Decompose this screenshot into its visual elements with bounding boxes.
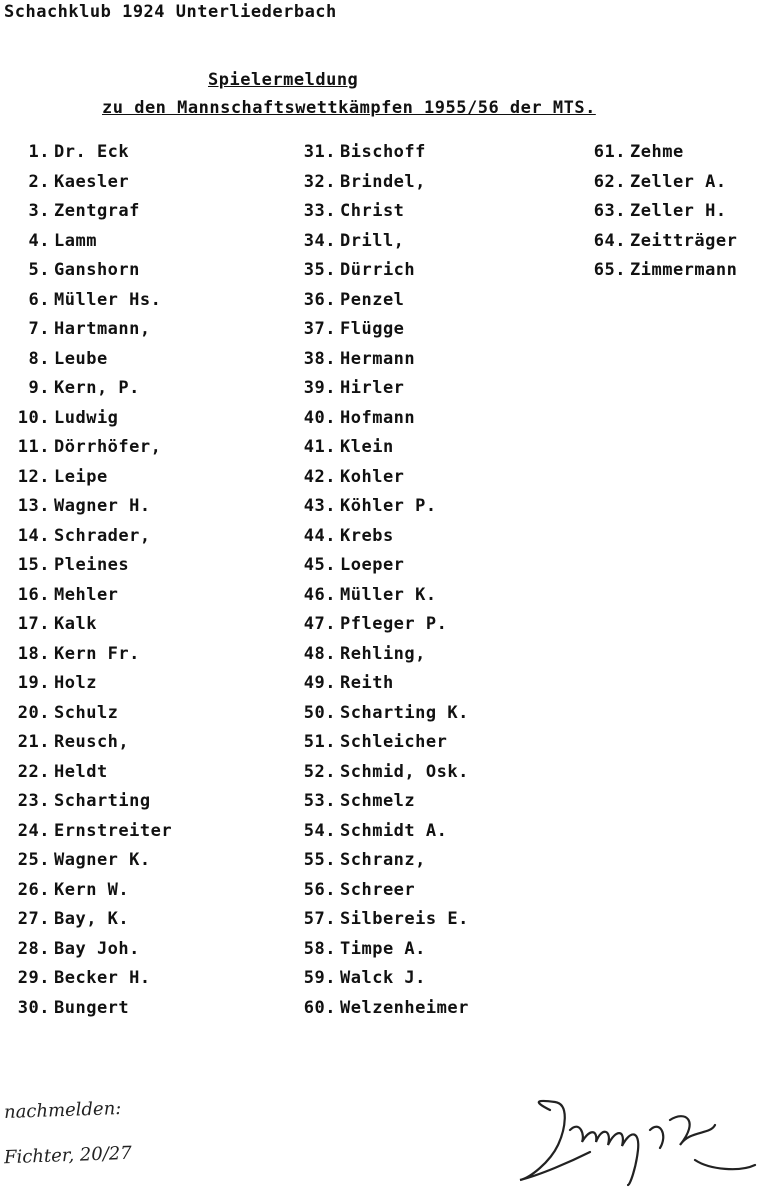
player-name: Bischoff [340,142,426,162]
player-number: 33. [303,201,336,221]
player-number: 17. [17,614,50,634]
player-entry [14,256,172,286]
player-number: 54. [303,820,336,841]
player-name: Köhler P. [340,496,437,516]
late-registration-entry: Fichter, 20/27 [3,1142,133,1169]
player-name: Klein [340,437,394,457]
player-entry [14,817,172,847]
player-number: 49. [303,673,336,693]
player-entry [300,433,469,463]
player-name: Schmidt A. [340,820,448,841]
player-entry [300,728,469,758]
player-name: Kern, P. [54,378,140,398]
player-number: 1. [28,142,50,162]
player-entry [14,138,172,168]
player-name: Reith [340,673,394,693]
player-number: 3. [28,201,50,221]
player-number: 35. [303,260,336,280]
player-number: 64. [593,230,626,251]
player-number: 53. [303,791,336,811]
player-name: Ludwig [54,407,119,428]
player-entry [300,935,469,965]
player-number: 46. [303,584,336,605]
player-entry [14,610,172,640]
player-name: Walck J. [340,968,426,988]
player-name: Zehme [630,142,684,162]
player-number: 47. [303,614,336,634]
player-number: 18. [17,643,50,664]
player-name: Silbereis E. [340,909,469,929]
player-entry [590,227,737,257]
player-name: Schmid, Osk. [340,761,469,782]
player-name: Holz [54,673,97,693]
player-number: 4. [28,230,50,251]
player-name: Penzel [340,289,405,310]
player-name: Kohler [340,466,405,487]
player-name: Kern W. [54,879,130,900]
player-number: 52. [303,761,336,782]
late-registration-label: nachmelden: [3,1097,122,1124]
player-name: Hermann [340,348,416,369]
player-number: 31. [303,142,336,162]
player-name: Timpe A. [340,938,426,959]
player-name: Becker H. [54,968,151,988]
player-number: 34. [303,230,336,251]
player-list-column-2 [300,138,469,1023]
player-number: 43. [303,496,336,516]
player-number: 42. [303,466,336,487]
player-name: Zeller A. [630,171,727,192]
player-name: Kaesler [54,171,130,192]
player-entry [300,669,469,699]
player-name: Flügge [340,319,405,339]
player-name: Schreer [340,879,416,900]
player-name: Kalk [54,614,97,634]
player-name: Zeitträger [630,230,738,251]
player-entry [300,640,469,670]
player-entry [300,315,469,345]
player-name: Pfleger P. [340,614,448,634]
player-number: 12. [17,466,50,487]
player-name: Schranz, [340,850,426,870]
player-number: 15. [17,555,50,575]
player-number: 51. [303,732,336,752]
player-list-column-3 [590,138,737,286]
player-number: 24. [17,820,50,841]
player-name: Loeper [340,555,405,575]
player-number: 25. [17,850,50,870]
player-entry [14,404,172,434]
player-entry [300,138,469,168]
player-name: Christ [340,201,405,221]
player-entry [14,846,172,876]
player-name: Schrader, [54,525,151,546]
player-name: Schulz [54,702,119,723]
player-entry [14,728,172,758]
player-number: 10. [17,407,50,428]
document-title: Spielermeldung [208,70,359,90]
player-name: Pleines [54,555,130,575]
player-number: 59. [303,968,336,988]
player-number: 44. [303,525,336,546]
player-entry [14,463,172,493]
club-name: Schachklub 1924 Unterliederbach [4,2,337,22]
player-entry [300,404,469,434]
player-entry [300,374,469,404]
player-name: Zimmermann [630,260,738,280]
player-entry [300,345,469,375]
player-number: 8. [28,348,50,369]
player-number: 21. [17,732,50,752]
player-number: 45. [303,555,336,575]
player-number: 36. [303,289,336,310]
player-number: 23. [17,791,50,811]
player-name: Müller Hs. [54,289,162,310]
player-name: Schleicher [340,732,448,752]
player-number: 41. [303,437,336,457]
player-number: 28. [17,938,50,959]
player-name: Hartmann, [54,319,151,339]
player-number: 27. [17,909,50,929]
player-name: Leipe [54,466,108,487]
player-number: 29. [17,968,50,988]
player-entry [300,463,469,493]
player-number: 9. [28,378,50,398]
player-entry [14,522,172,552]
player-entry [14,374,172,404]
player-number: 11. [17,437,50,457]
player-name: Scharting K. [340,702,469,723]
player-name: Heldt [54,761,108,782]
player-entry [14,669,172,699]
player-number: 6. [28,289,50,310]
player-name: Bungert [54,997,130,1018]
player-number: 22. [17,761,50,782]
player-number: 30. [17,997,50,1018]
player-entry [300,551,469,581]
player-number: 2. [28,171,50,192]
player-entry [300,817,469,847]
player-entry [300,905,469,935]
player-entry [590,256,737,286]
player-name: Ganshorn [54,260,140,280]
player-number: 14. [17,525,50,546]
player-number: 65. [593,260,626,280]
player-entry [300,846,469,876]
player-name: Mehler [54,584,119,605]
player-entry [14,758,172,788]
player-entry [14,345,172,375]
player-number: 62. [593,171,626,192]
player-entry [300,787,469,817]
player-name: Rehling, [340,643,426,664]
player-entry [14,699,172,729]
player-entry [300,197,469,227]
player-number: 61. [593,142,626,162]
player-name: Krebs [340,525,394,546]
player-entry [14,640,172,670]
player-name: Welzenheimer [340,997,469,1018]
player-name: Ernstreiter [54,820,173,841]
player-name: Kern Fr. [54,643,140,664]
player-entry [14,551,172,581]
player-name: Brindel, [340,171,426,192]
player-name: Bay, K. [54,909,130,929]
player-number: 50. [303,702,336,723]
player-number: 39. [303,378,336,398]
player-entry [14,876,172,906]
player-entry [14,315,172,345]
player-entry [300,610,469,640]
player-entry [300,492,469,522]
player-number: 32. [303,171,336,192]
player-entry [14,168,172,198]
player-name: Bay Joh. [54,938,140,959]
signature [510,1090,760,1190]
player-entry [300,876,469,906]
player-entry [14,197,172,227]
player-name: Reusch, [54,732,130,752]
player-number: 13. [17,496,50,516]
player-name: Hirler [340,378,405,398]
player-entry [14,787,172,817]
player-entry [300,699,469,729]
player-entry [14,581,172,611]
player-name: Wagner H. [54,496,151,516]
player-entry [14,964,172,994]
player-number: 19. [17,673,50,693]
player-entry [300,227,469,257]
player-name: Wagner K. [54,850,151,870]
player-entry [300,522,469,552]
player-number: 20. [17,702,50,723]
player-entry [300,964,469,994]
player-name: Hofmann [340,407,416,428]
player-entry [14,935,172,965]
player-number: 37. [303,319,336,339]
player-entry [14,433,172,463]
player-number: 60. [303,997,336,1018]
player-name: Dr. Eck [54,142,130,162]
player-entry [300,256,469,286]
player-name: Zentgraf [54,201,140,221]
player-number: 26. [17,879,50,900]
player-entry [14,994,172,1024]
player-entry [14,492,172,522]
player-entry [590,138,737,168]
player-entry [14,227,172,257]
player-number: 38. [303,348,336,369]
player-name: Scharting [54,791,151,811]
player-name: Schmelz [340,791,416,811]
document-subtitle: zu den Mannschaftswettkämpfen 1955/56 der MTS. [102,98,596,118]
player-name: Lamm [54,230,97,251]
player-number: 57. [303,909,336,929]
player-name: Müller K. [340,584,437,605]
player-number: 16. [17,584,50,605]
player-entry [300,994,469,1024]
player-number: 5. [28,260,50,280]
player-number: 48. [303,643,336,664]
player-entry [590,197,737,227]
player-number: 58. [303,938,336,959]
player-entry [300,286,469,316]
player-entry [14,905,172,935]
player-number: 63. [593,201,626,221]
player-number: 40. [303,407,336,428]
player-name: Dürrich [340,260,416,280]
player-number: 56. [303,879,336,900]
player-entry [14,286,172,316]
player-list-column-1 [14,138,172,1023]
player-name: Zeller H. [630,201,727,221]
player-entry [300,758,469,788]
player-name: Dörrhöfer, [54,437,162,457]
player-number: 7. [28,319,50,339]
player-name: Leube [54,348,108,369]
player-entry [300,581,469,611]
player-entry [300,168,469,198]
player-entry [590,168,737,198]
player-number: 55. [303,850,336,870]
player-name: Drill, [340,230,405,251]
